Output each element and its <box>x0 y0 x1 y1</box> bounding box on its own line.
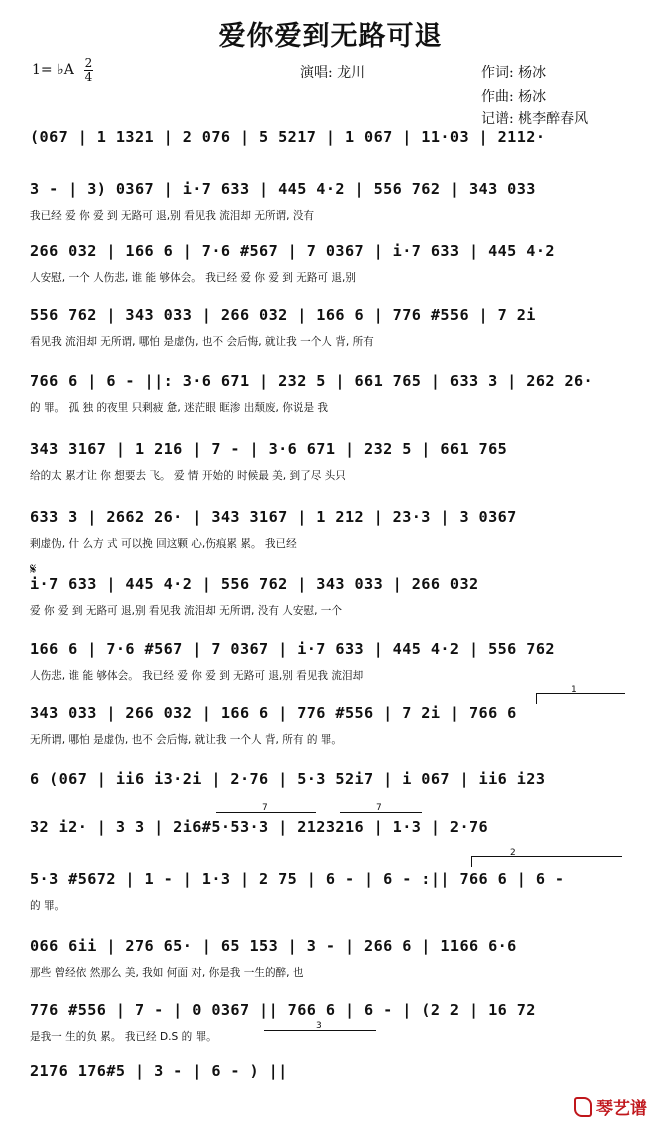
score-row-11-notes: 6 (067 | ii6 i3·2i | 2·76 | 5·3 52i7 | i 067 | ii6 i23 <box>30 770 546 788</box>
tuplet-bracket-a <box>216 803 316 817</box>
score-row-4-notes: 556 762 | 343 033 | 266 032 | 166 6 | 776 #556 | 7 2i <box>30 306 536 324</box>
score-row-7-notes: 633 3 | 2662 26· | 343 3167 | 1 212 | 23·3 | 3 0367 <box>30 508 517 526</box>
volta-bracket-1 <box>536 685 625 704</box>
watermark-logo <box>574 1094 647 1119</box>
segno-sign: 𝄋 <box>30 560 37 578</box>
score-row-15-lyrics: 是我一 生的负 累。 我已经 D.S 的 罪。 <box>30 1031 217 1043</box>
score-row-1-notes: (067 | 1 1321 | 2 076 | 5 5217 | 1 067 | 11·03 | 2112· <box>30 128 546 146</box>
score-row-3-notes: 266 032 | 166 6 | 7·6 #567 | 7 0367 | i·7 633 | 445 4·2 <box>30 242 555 260</box>
score-row-2-notes: 3 - | 3) 0367 | i·7 633 | 445 4·2 | 556 762 | 343 033 <box>30 180 536 198</box>
tuplet-number-b: 7 <box>376 803 382 813</box>
score-row-9-lyrics: 人伤悲, 谁 能 够体会。 我已经 爱 你 爱 到 无路可 退,别 看见我 流泪却 <box>30 670 364 682</box>
score-row-16-notes: 2176 176#5 | 3 - | 6 - ) || <box>30 1062 288 1080</box>
volta-bracket-2 <box>471 848 622 867</box>
volta-number-2: 2 <box>510 848 516 858</box>
score-row-6-notes: 343 3167 | 1 216 | 7 - | 3·6 671 | 232 5 | 661 765 <box>30 440 508 458</box>
score-row-9-notes: 166 6 | 7·6 #567 | 7 0367 | i·7 633 | 445 4·2 | 556 762 <box>30 640 555 658</box>
tuplet-number-c: 3 <box>316 1021 322 1031</box>
score-row-13-lyrics: 的 罪。 <box>30 900 66 912</box>
transcriber-credit: 记谱: 桃李醉春风 <box>481 111 589 127</box>
key-signature: 1= ♭A <box>32 62 74 78</box>
score-row-8-lyrics: 爱 你 爱 到 无路可 退,别 看见我 流泪却 无所谓, 没有 人安慰, 一个 <box>30 605 342 617</box>
tuplet-bracket-b <box>340 803 422 817</box>
logo-icon <box>574 1097 592 1117</box>
time-signature-bottom: 4 <box>84 70 93 84</box>
tuplet-number-a: 7 <box>262 803 268 813</box>
score-row-4-lyrics: 看见我 流泪却 无所谓, 哪怕 是虚伪, 也不 会后悔, 就让我 一个人 背, 所有 <box>30 336 374 348</box>
score-row-12-notes: 32 i2· | 3 3 | 2i6#5·53·3 | 2123216 | 1·3 | 2·76 <box>30 818 489 836</box>
composer-credit: 作曲: 杨冰 <box>481 89 547 105</box>
score-row-14-notes: 066 6ii | 276 65· | 65 153 | 3 - | 266 6 | 1166 6·6 <box>30 937 517 955</box>
score-row-6-lyrics: 给的太 累才让 你 想要去 飞。 爱 情 开始的 时候最 美, 到了尽 头只 <box>30 470 346 482</box>
score-row-3-lyrics: 人安慰, 一个 人伤悲, 谁 能 够体会。 我已经 爱 你 爱 到 无路可 退,别 <box>30 272 356 284</box>
score-row-10-lyrics: 无所谓, 哪怕 是虚伪, 也不 会后悔, 就让我 一个人 背, 所有 的 罪。 <box>30 734 342 746</box>
score-row-2-lyrics: 我已经 爱 你 爱 到 无路可 退,别 看见我 流泪却 无所谓, 没有 <box>30 210 315 222</box>
tuplet-bracket-c <box>264 1021 376 1035</box>
volta-number-1: 1 <box>571 685 577 695</box>
time-signature <box>84 58 93 83</box>
singer-credit: 演唱: 龙川 <box>300 65 366 81</box>
score-row-15-notes: 776 #556 | 7 - | 0 0367 || 766 6 | 6 - | (2 2 | 16 72 <box>30 1001 536 1019</box>
score-row-7-lyrics: 剩虚伪, 什 么方 式 可以挽 回这颗 心,伤痕累 累。 我已经 <box>30 538 297 550</box>
score-row-8-notes: i·7 633 | 445 4·2 | 556 762 | 343 033 | 266 032 <box>30 575 479 593</box>
lyricist-credit: 作词: 杨冰 <box>481 65 547 81</box>
score-row-5-lyrics: 的 罪。 孤 独 的夜里 只剩疲 惫, 迷茫眼 眶渗 出颓废, 你说是 我 <box>30 402 329 414</box>
song-title: 爱你爱到无路可退 <box>218 21 443 52</box>
score-row-14-lyrics: 那些 曾经依 然那么 美, 我如 何面 对, 你是我 一生的醉, 也 <box>30 967 304 979</box>
score-row-13-notes: 5·3 #5672 | 1 - | 1·3 | 2 75 | 6 - | 6 - :|| 766 6 | 6 - <box>30 870 565 888</box>
score-row-5-notes: 766 6 | 6 - ||: 3·6 671 | 232 5 | 661 765 | 633 3 | 262 26· <box>30 372 594 390</box>
time-signature-top: 2 <box>84 56 93 70</box>
watermark-text: 琴艺谱 <box>596 1099 647 1119</box>
score-row-10-notes: 343 033 | 266 032 | 166 6 | 776 #556 | 7 2i | 766 6 <box>30 704 517 722</box>
